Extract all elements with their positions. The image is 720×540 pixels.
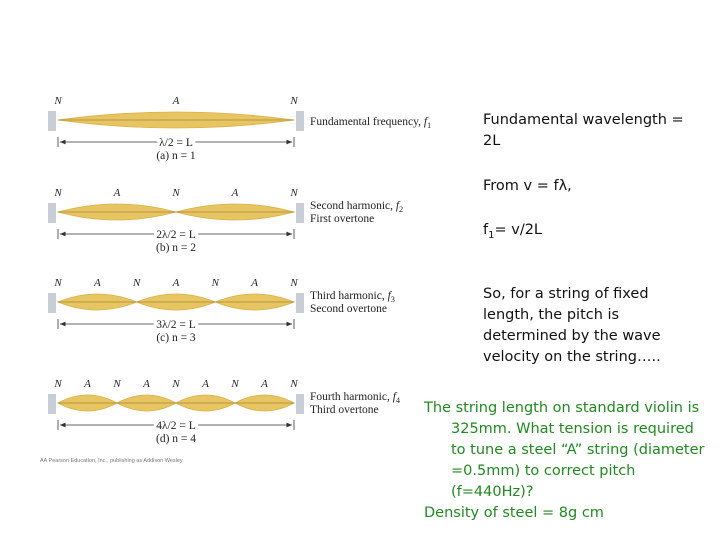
length-label: λ/2 = L — [159, 137, 193, 149]
node-label: N — [54, 95, 62, 107]
pitch-line: determined by the wave — [483, 328, 661, 344]
problem-line: to tune a steel “A” string (diameter — [451, 442, 705, 458]
panel-caption: (d) n = 4 — [155, 433, 197, 445]
node-label: N — [54, 378, 62, 390]
problem-line: The string length on standard violin is — [424, 400, 700, 416]
node-label: N — [172, 187, 180, 199]
fundamental-line-1: Fundamental wavelength = — [483, 112, 684, 128]
fundamental-line-2: 2L — [483, 133, 501, 149]
overtone-label: Third overtone — [310, 404, 379, 416]
overtone-label: Second overtone — [310, 303, 387, 315]
antinode-label: A — [93, 277, 101, 289]
density-line: Density of steel = 8g cm — [424, 505, 604, 521]
node-label: N — [290, 277, 298, 289]
pitch-line: length, the pitch is — [483, 307, 620, 323]
antinode-label: A — [84, 378, 91, 390]
copyright-text: AA Pearson Education, Inc., publishing as Addison Wesley. — [40, 458, 184, 464]
left-clamp-bar — [48, 293, 56, 313]
node-label: N — [132, 277, 141, 289]
antinode-label: A — [113, 187, 121, 199]
antinode-label: A — [251, 277, 259, 289]
f1-symbol: f — [483, 222, 489, 238]
node-label: N — [113, 378, 121, 390]
antinode-label: A — [202, 378, 209, 390]
node-label: N — [290, 378, 298, 390]
harmonic-label: Fourth harmonic, $f_4$ — [310, 391, 400, 405]
node-label: N — [290, 187, 298, 199]
antinode-label: A — [172, 277, 180, 289]
antinode-label: A — [143, 378, 150, 390]
problem-line: 325mm. What tension is required — [451, 421, 694, 437]
antinode-label: A — [231, 187, 239, 199]
problem-line: (f=440Hz)? — [451, 484, 534, 500]
from-v-text: From v = fλ, — [483, 178, 572, 194]
panel-caption: (b) n = 2 — [155, 242, 197, 254]
node-label: N — [54, 277, 62, 289]
harmonic-label: Third harmonic, $f_3$ — [310, 290, 395, 304]
node-label: N — [54, 187, 62, 199]
f1-formula — [483, 220, 542, 246]
f1-rest: = v/2L — [494, 222, 543, 238]
problem-paragraph — [424, 398, 705, 524]
problem-line: =0.5mm) to correct pitch — [451, 463, 636, 479]
right-clamp-bar — [296, 203, 304, 223]
node-label: N — [172, 378, 180, 390]
overtone-label: First overtone — [310, 213, 375, 225]
right-clamp-bar — [296, 293, 304, 313]
node-label: N — [231, 378, 239, 390]
pitch-paragraph — [483, 284, 661, 368]
pitch-line: So, for a string of fixed — [483, 286, 649, 302]
left-clamp-bar — [48, 394, 56, 414]
f1-subscript: 1 — [488, 229, 495, 241]
antinode-label: A — [172, 95, 180, 107]
panel-caption: (c) n = 3 — [156, 332, 196, 344]
node-label: N — [211, 277, 220, 289]
length-label: 3λ/2 = L — [156, 319, 196, 331]
pitch-line: velocity on the string….. — [483, 349, 661, 365]
right-clamp-bar — [296, 111, 304, 131]
left-clamp-bar — [48, 111, 56, 131]
node-label: N — [290, 95, 298, 107]
panel-caption: (a) n = 1 — [156, 150, 196, 162]
length-label: 4λ/2 = L — [156, 420, 196, 432]
harmonic-label: Fundamental frequency, $f_1$ — [310, 116, 432, 130]
harmonic-label: Second harmonic, $f_2$ — [310, 200, 404, 214]
fundamental-wavelength-text — [483, 110, 684, 152]
antinode-label: A — [261, 378, 268, 390]
left-clamp-bar — [48, 203, 56, 223]
length-label: 2λ/2 = L — [156, 229, 196, 241]
right-clamp-bar — [296, 394, 304, 414]
